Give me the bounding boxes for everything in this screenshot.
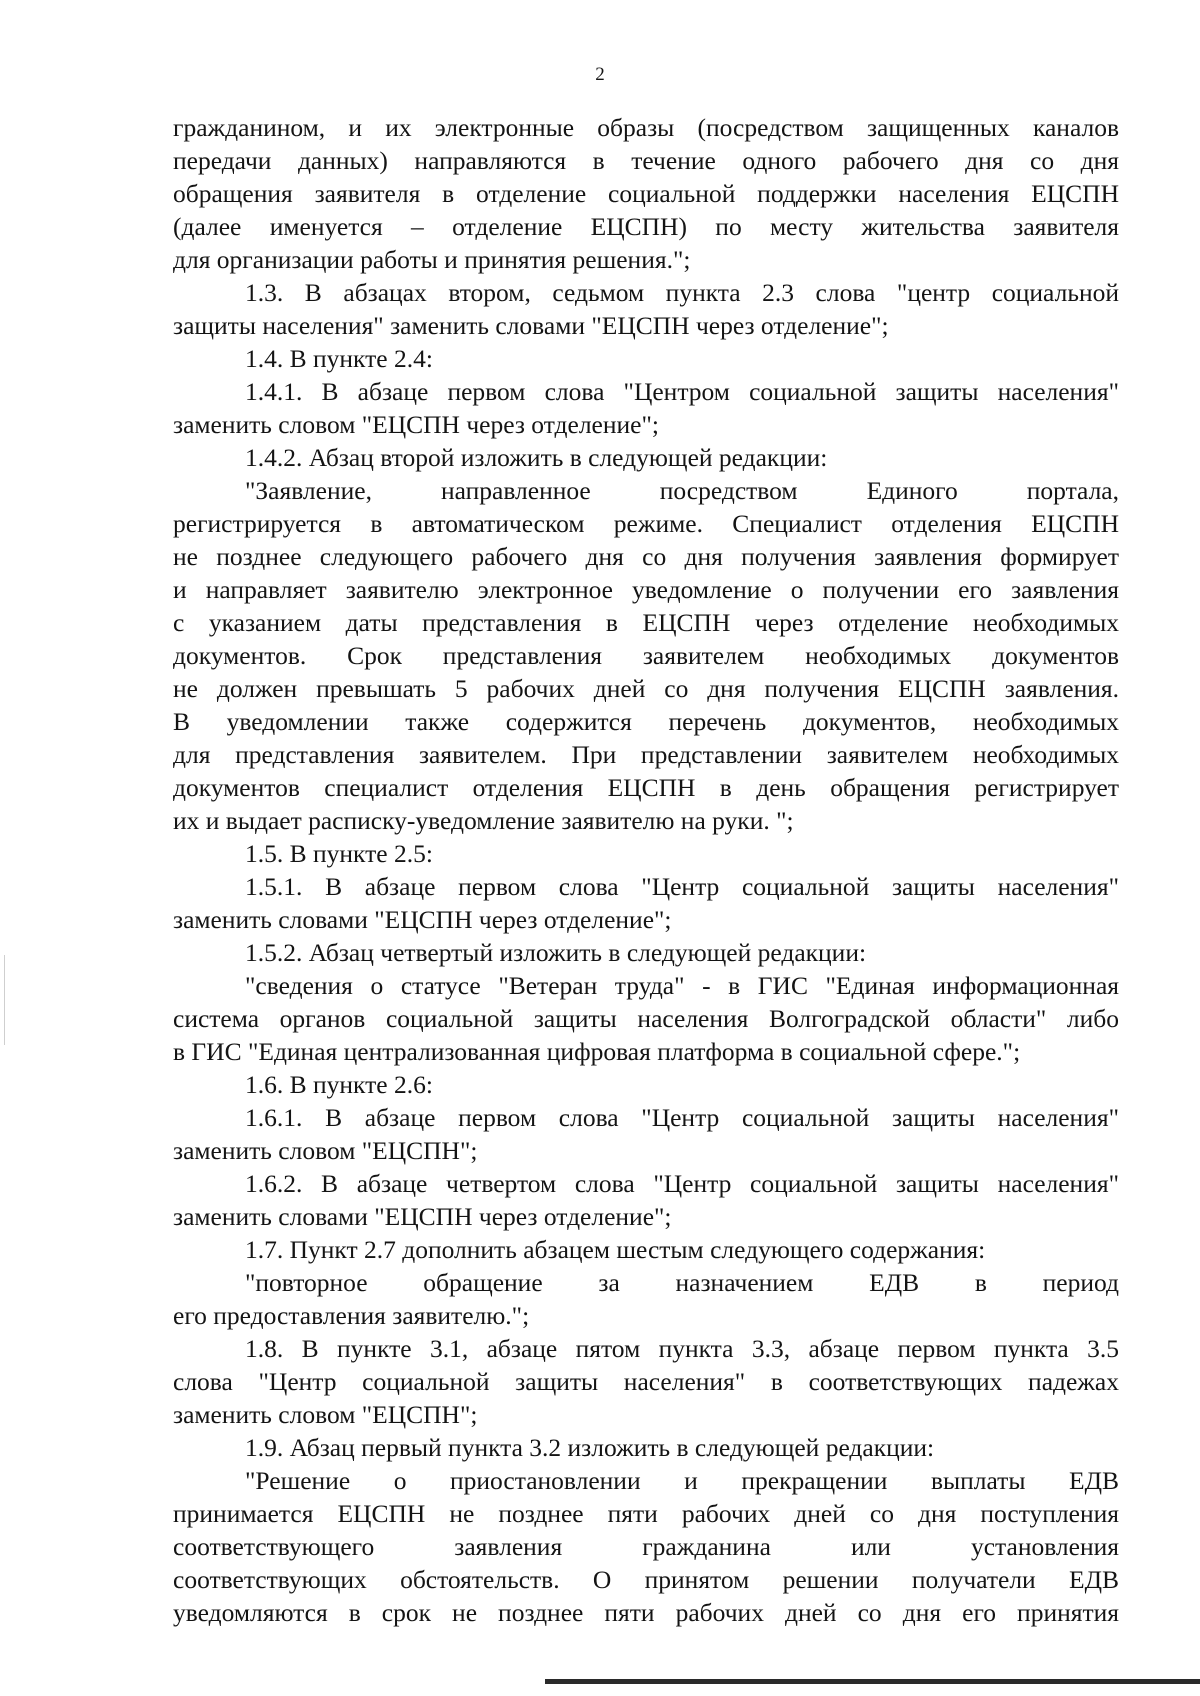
text-line: принимается ЕЦСПН не позднее пяти рабочих дней со дня поступления: [173, 1499, 1119, 1528]
text-line: "Решение о приостановлении и прекращении выплаты ЕДВ: [245, 1466, 1119, 1495]
text-line: для представления заявителем. При представлении заявителем необходимых: [173, 740, 1119, 769]
text-line: "сведения о статусе "Ветеран труда" - в ГИС "Единая информационная: [245, 971, 1119, 1000]
text-line: 1.6. В пункте 2.6:: [245, 1070, 433, 1099]
text-line: "повторное обращение за назначением ЕДВ в период: [245, 1268, 1119, 1297]
text-line: 1.5. В пункте 2.5:: [245, 839, 433, 868]
text-line: в ГИС "Единая централизованная цифровая платформа в социальной сфере.";: [173, 1037, 1021, 1066]
text-line: 1.5.2. Абзац четвертый изложить в следующей редакции:: [245, 938, 867, 967]
text-line: 1.4.1. В абзаце первом слова "Центром социальной защиты населения": [245, 377, 1119, 406]
text-line: В уведомлении также содержится перечень документов, необходимых: [173, 707, 1119, 736]
text-line: гражданином, и их электронные образы (посредством защищенных каналов: [173, 113, 1119, 142]
text-line: уведомляются в срок не позднее пяти рабочих дней со дня его принятия: [173, 1598, 1119, 1627]
text-line: защиты населения" заменить словами "ЕЦСПН через отделение";: [173, 311, 889, 340]
text-line: заменить словами "ЕЦСПН через отделение";: [173, 1202, 672, 1231]
text-line: заменить словами "ЕЦСПН через отделение";: [173, 905, 672, 934]
text-line: соответствующего заявления гражданина или установления: [173, 1532, 1119, 1561]
text-line: система органов социальной защиты населения Волгоградской области" либо: [173, 1004, 1119, 1033]
text-line: для организации работы и принятия решения.";: [173, 245, 691, 274]
text-line: 1.9. Абзац первый пункта 3.2 изложить в следующей редакции:: [245, 1433, 935, 1462]
text-line: заменить словом "ЕЦСПН";: [173, 1400, 478, 1429]
text-line: 1.5.1. В абзаце первом слова "Центр социальной защиты населения": [245, 872, 1119, 901]
text-line: 1.4. В пункте 2.4:: [245, 344, 433, 373]
text-line: его предоставления заявителю.";: [173, 1301, 530, 1330]
text-line: 1.3. В абзацах втором, седьмом пункта 2.3 слова "центр социальной: [245, 278, 1119, 307]
text-line: документов. Срок представления заявителем необходимых документов: [173, 641, 1119, 670]
text-line: обращения заявителя в отделение социальной поддержки населения ЕЦСПН: [173, 179, 1119, 208]
text-line: соответствующих обстоятельств. О принятом решении получатели ЕДВ: [173, 1565, 1119, 1594]
text-line: 1.8. В пункте 3.1, абзаце пятом пункта 3.3, абзаце первом пункта 3.5: [245, 1334, 1119, 1363]
text-line: 1.7. Пункт 2.7 дополнить абзацем шестым следующего содержания:: [245, 1235, 986, 1264]
text-line: документов специалист отделения ЕЦСПН в день обращения регистрирует: [173, 773, 1119, 802]
text-line: регистрируется в автоматическом режиме. Специалист отделения ЕЦСПН: [173, 509, 1119, 538]
text-line: заменить словом "ЕЦСПН через отделение";: [173, 410, 659, 439]
text-line: 1.6.1. В абзаце первом слова "Центр социальной защиты населения": [245, 1103, 1119, 1132]
text-line: с указанием даты представления в ЕЦСПН через отделение необходимых: [173, 608, 1119, 637]
text-line: 1.4.2. Абзац второй изложить в следующей редакции:: [245, 443, 828, 472]
scan-edge-bar: [545, 1679, 1200, 1684]
text-line: передачи данных) направляются в течение одного рабочего дня со дня: [173, 146, 1119, 175]
text-line: не позднее следующего рабочего дня со дня получения заявления формирует: [173, 542, 1119, 571]
text-line: 1.6.2. В абзаце четвертом слова "Центр социальной защиты населения": [245, 1169, 1119, 1198]
text-line: слова "Центр социальной защиты населения" в соответствующих падежах: [173, 1367, 1119, 1396]
text-line: (далее именуется – отделение ЕЦСПН) по месту жительства заявителя: [173, 212, 1119, 241]
page-number: 2: [595, 64, 605, 85]
text-line: заменить словом "ЕЦСПН";: [173, 1136, 478, 1165]
text-line: и направляет заявителю электронное уведомление о получении его заявления: [173, 575, 1119, 604]
text-line: "Заявление, направленное посредством Единого портала,: [245, 476, 1119, 505]
text-line: не должен превышать 5 рабочих дней со дня получения ЕЦСПН заявления.: [173, 674, 1119, 703]
scan-margin-mark: [4, 955, 5, 1045]
document-body: [173, 111, 1119, 1629]
text-line: их и выдает расписку-уведомление заявителю на руки. ";: [173, 806, 794, 835]
